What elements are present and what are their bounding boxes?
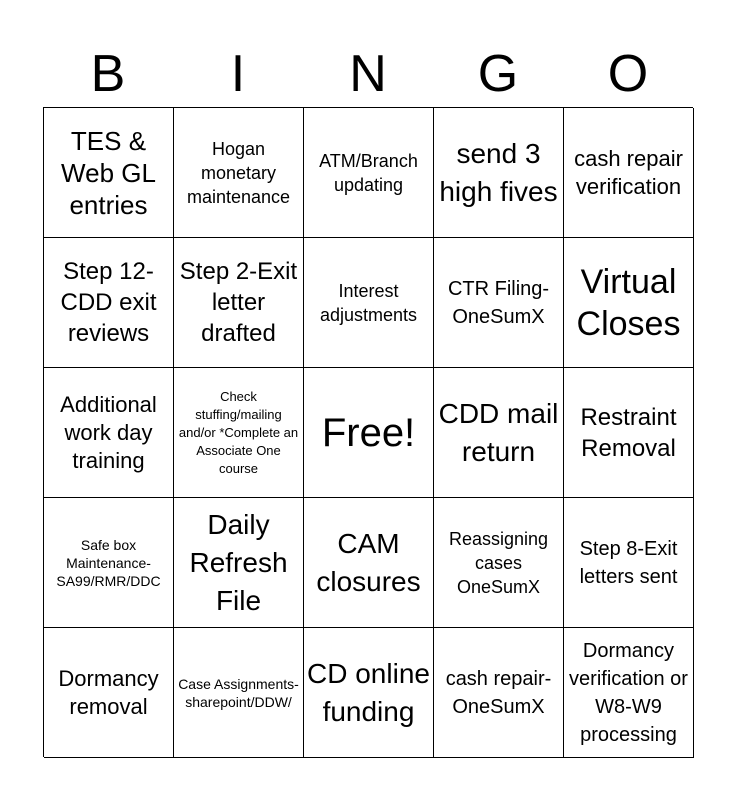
cell-text: Daily Refresh File [189,508,288,616]
header-letter-n: N [349,45,387,103]
bingo-cell-r2-c1[interactable] [174,368,304,498]
cell-text: Step 2-Exit letter drafted [179,258,298,347]
cell-text: Additional work day training [60,391,157,473]
bingo-cell-r3-c3[interactable] [434,498,564,628]
bingo-cell-r1-c0[interactable] [44,238,174,368]
bingo-cell-r3-c0[interactable] [44,498,174,628]
bingo-board [43,107,693,757]
bingo-cell-r1-c3[interactable] [434,238,564,368]
bingo-cell-r1-c4[interactable] [564,238,694,368]
cell-text: Virtual Closes [576,262,681,343]
cell-text: CTR Filing-OneSumX [447,277,550,328]
bingo-cell-r0-c3[interactable] [434,108,564,238]
bingo-header [43,40,693,108]
bingo-cell-r4-c1[interactable] [174,628,304,758]
bingo-cell-r3-c4[interactable] [564,498,694,628]
cell-text: Dormancy removal [58,665,159,719]
cell-text: cash repair verification [574,145,683,199]
bingo-cell-r4-c2[interactable] [304,628,434,758]
cell-text: CDD mail return [438,397,559,467]
bingo-cell-r3-c2[interactable] [304,498,434,628]
cell-text: ATM/Branch updating [319,150,418,195]
bingo-cell-r0-c4[interactable] [564,108,694,238]
cell-text: Safe box Maintenance-SA99/RMR/DDC [56,536,161,589]
cell-text: Check stuffing/mailing and/or *Complete an Associate One course [178,388,299,476]
cell-text: Reassigning cases OneSumX [448,528,549,597]
bingo-cell-r0-c1[interactable] [174,108,304,238]
bingo-cell-r4-c3[interactable] [434,628,564,758]
bingo-cell-r3-c1[interactable] [174,498,304,628]
bingo-cell-r1-c1[interactable] [174,238,304,368]
bingo-cell-r4-c4[interactable] [564,628,694,758]
header-letter-b: B [90,45,126,103]
cell-text: TES & Web GL entries [61,125,156,220]
cell-text: send 3 high fives [439,137,558,207]
cell-text: Hogan monetary maintenance [186,138,291,207]
cell-text: cash repair-OneSumX [445,667,552,718]
bingo-cell-r2-c4[interactable] [564,368,694,498]
bingo-cell-r2-c3[interactable] [434,368,564,498]
cell-text: Case Assignments-sharepoint/DDW/ [178,675,299,710]
bingo-cell-r4-c0[interactable] [44,628,174,758]
cell-text: CAM closures [316,527,421,597]
header-letter-i: I [230,45,246,103]
cell-text: CD online funding [307,657,430,727]
bingo-cell-r1-c2[interactable] [304,238,434,368]
header-letter-o: O [607,45,649,103]
header-letter-g: G [477,45,519,103]
cell-text: Step 12-CDD exit reviews [60,258,157,347]
bingo-cell-r0-c2[interactable] [304,108,434,238]
bingo-cell-r2-c0[interactable] [44,368,174,498]
cell-text: Dormancy verification or W8-W9 processing [569,639,688,746]
cell-text: Restraint Removal [580,403,677,462]
cell-text: Interest adjustments [319,280,418,325]
cell-text: Step 8-Exit letters sent [579,537,678,588]
free-space-text: Free! [321,410,416,455]
bingo-cell-r0-c0[interactable] [44,108,174,238]
bingo-cell-free[interactable] [304,368,434,498]
